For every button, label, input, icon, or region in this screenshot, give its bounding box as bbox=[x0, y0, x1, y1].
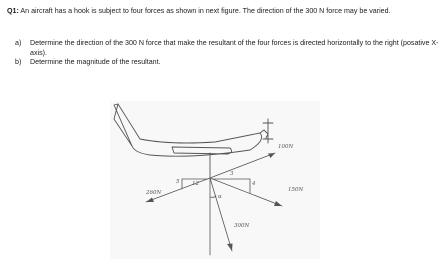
label-100n: 100N bbox=[278, 144, 294, 150]
label-150n: 150N bbox=[288, 187, 304, 193]
label-rise-5: 5 bbox=[176, 179, 180, 185]
aircraft-force-diagram bbox=[110, 101, 320, 259]
label-angle-alpha: α bbox=[218, 194, 222, 200]
part-b-label: b) bbox=[15, 58, 22, 67]
label-side-3: 3 bbox=[230, 171, 234, 177]
part-a-text: Determine the direction of the 300 N force that make the resultant of the four forces is directed horizontally to the right (posative X-axis). bbox=[30, 39, 439, 57]
question-body: An aircraft has a hook is subject to four forces as shown in next figure. The direction of the 300 N force may be varied. bbox=[20, 7, 391, 15]
label-300n: 300N bbox=[234, 223, 250, 229]
part-b bbox=[15, 58, 440, 68]
part-a-label: a) bbox=[15, 39, 22, 47]
label-260n: 260N bbox=[146, 190, 162, 196]
part-b-text: Determine the magnitude of the resultant. bbox=[30, 58, 161, 67]
label-side-4: 4 bbox=[252, 181, 256, 187]
question-parts bbox=[15, 39, 440, 68]
question-text bbox=[7, 6, 439, 16]
label-run-12: 12 bbox=[192, 181, 199, 187]
question-number: Q1: bbox=[7, 7, 19, 15]
part-a bbox=[15, 39, 440, 58]
aircraft-force-figure bbox=[110, 101, 320, 259]
